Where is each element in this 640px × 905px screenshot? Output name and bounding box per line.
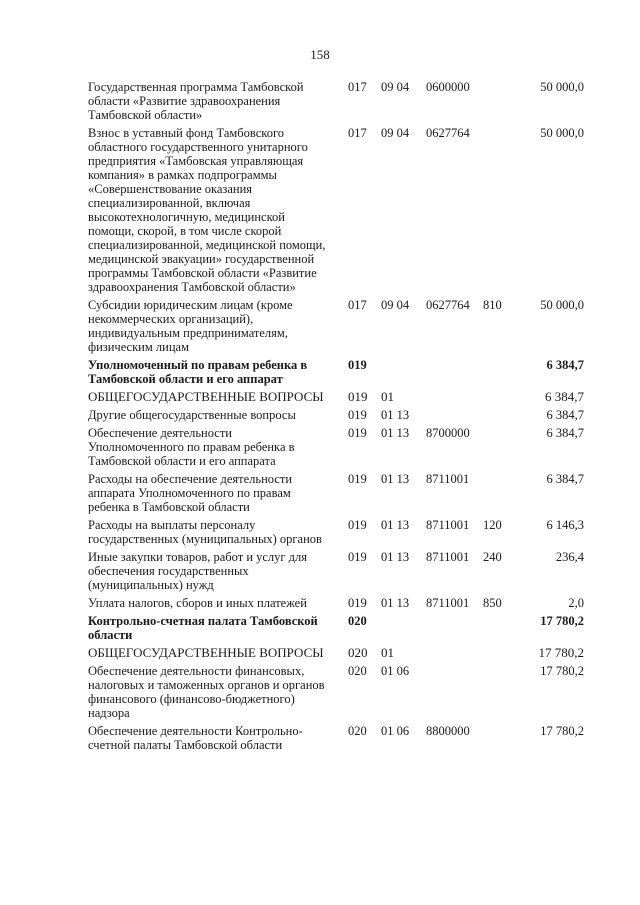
row-sum: 17 780,2	[540, 614, 584, 628]
row-ved: 019	[348, 408, 367, 422]
table-row	[0, 472, 640, 518]
row-ved: 017	[348, 80, 367, 94]
row-sum: 6 384,7	[545, 389, 584, 404]
table-row	[0, 426, 640, 472]
table-row	[0, 126, 640, 298]
row-sum: 6 384,7	[546, 472, 584, 486]
row-name: Иные закупки товаров, работ и услуг для обеспечения государственных (муниципальных) нужд	[88, 550, 308, 592]
row-rzpr: 09 04	[381, 126, 410, 140]
row-sum: 6 146,3	[546, 518, 584, 532]
table-row	[0, 358, 640, 390]
row-ved: 020	[348, 664, 367, 678]
row-csr: 0627764	[426, 298, 470, 312]
row-sum: 6 384,7	[546, 358, 584, 372]
row-rzpr: 01 13	[381, 426, 410, 440]
row-name: Обеспечение деятельности Контрольно-счетной палаты Тамбовской области	[88, 724, 303, 752]
row-csr: 8711001	[426, 518, 470, 532]
row-name: Расходы на выплаты персоналу государственных (муниципальных) органов	[88, 518, 322, 546]
row-sum: 2,0	[568, 596, 584, 610]
row-sum: 50 000,0	[540, 298, 584, 312]
row-vr: 850	[483, 596, 502, 610]
row-vr: 810	[483, 298, 502, 312]
row-ved: 019	[348, 389, 368, 404]
table-row	[0, 298, 640, 358]
row-name: Уплата налогов, сборов и иных платежей	[88, 596, 307, 610]
budget-table	[0, 80, 640, 756]
row-ved: 020	[348, 614, 367, 628]
table-row	[0, 80, 640, 126]
table-row	[0, 518, 640, 550]
row-rzpr: 01 13	[381, 518, 410, 532]
row-sum: 6 384,7	[546, 426, 584, 440]
row-ved: 019	[348, 358, 367, 372]
row-rzpr: 01 06	[381, 724, 410, 738]
row-ved: 019	[348, 550, 367, 564]
row-ved: 019	[348, 596, 367, 610]
row-ved: 017	[348, 126, 367, 140]
row-csr: 0627764	[426, 126, 470, 140]
row-name: ОБЩЕГОСУДАРСТВЕННЫЕ ВОПРОСЫ	[88, 645, 324, 660]
row-rzpr: 01 13	[381, 408, 410, 422]
row-sum: 17 780,2	[540, 664, 584, 678]
row-rzpr: 01 13	[381, 550, 410, 564]
row-name: Контрольно-счетная палата Тамбовской области	[88, 614, 318, 642]
row-ved: 019	[348, 426, 367, 440]
row-rzpr: 09 04	[381, 298, 410, 312]
row-sum: 17 780,2	[540, 724, 584, 738]
row-sum: 50 000,0	[540, 80, 584, 94]
row-rzpr: 01	[381, 389, 394, 404]
row-rzpr: 01 13	[381, 472, 410, 486]
row-rzpr: 01 06	[381, 664, 410, 678]
table-row	[0, 614, 640, 646]
row-sum: 6 384,7	[546, 408, 584, 422]
row-csr: 8711001	[426, 596, 470, 610]
row-name: Взнос в уставный фонд Тамбовского областного государственного унитарного предприятия «Тамбовская управляющая компания» в рамках подпрограммы «Совершенствование оказания специализированной, включая высокотехнологичную, медицинской помощи, скорой, в том числе скорой специализированной, медицинской помощи, медицинской эвакуации» государственной программы Тамбовской области «Развитие здравоохранения Тамбовской области»	[88, 126, 326, 294]
row-csr: 0600000	[426, 80, 470, 94]
row-name: ОБЩЕГОСУДАРСТВЕННЫЕ ВОПРОСЫ	[88, 389, 324, 404]
table-row	[0, 550, 640, 596]
page-number: 158	[310, 47, 330, 62]
row-name: Государственная программа Тамбовской области «Развитие здравоохранения Тамбовской области»	[88, 80, 304, 122]
row-name: Обеспечение деятельности финансовых, налоговых и таможенных органов и органов финансового (финансово-бюджетного) надзора	[88, 664, 325, 720]
row-rzpr: 01	[381, 645, 394, 660]
row-ved: 019	[348, 472, 367, 486]
row-csr: 8700000	[426, 426, 470, 440]
row-name: Уполномоченный по правам ребенка в Тамбовской области и его аппарат	[88, 358, 308, 386]
table-row	[0, 408, 640, 426]
row-name: Обеспечение деятельности Уполномоченного по правам ребенка в Тамбовской области и его аппарата	[88, 426, 295, 468]
row-ved: 017	[348, 298, 367, 312]
row-vr: 120	[483, 518, 502, 532]
row-ved: 019	[348, 518, 367, 532]
row-csr: 8800000	[426, 724, 470, 738]
row-csr: 8711001	[426, 550, 470, 564]
row-name: Субсидии юридическим лицам (кроме некоммерческих организаций), индивидуальным предпринимателям, физическим лицам	[88, 298, 293, 354]
table-row	[0, 724, 640, 756]
row-rzpr: 09 04	[381, 80, 410, 94]
table-row	[0, 664, 640, 724]
row-name: Другие общегосударственные вопросы	[88, 408, 296, 422]
row-rzpr: 01 13	[381, 596, 410, 610]
row-ved: 020	[348, 645, 368, 660]
table-row	[0, 596, 640, 614]
table-row	[0, 390, 640, 408]
table-row	[0, 646, 640, 664]
row-sum: 236,4	[555, 550, 584, 564]
row-ved: 020	[348, 724, 367, 738]
row-csr: 8711001	[426, 472, 470, 486]
row-vr: 240	[483, 550, 502, 564]
row-name: Расходы на обеспечение деятельности аппарата Уполномоченного по правам ребенка в Тамбовской области	[88, 472, 293, 514]
row-sum: 17 780,2	[538, 645, 584, 660]
row-sum: 50 000,0	[540, 126, 584, 140]
